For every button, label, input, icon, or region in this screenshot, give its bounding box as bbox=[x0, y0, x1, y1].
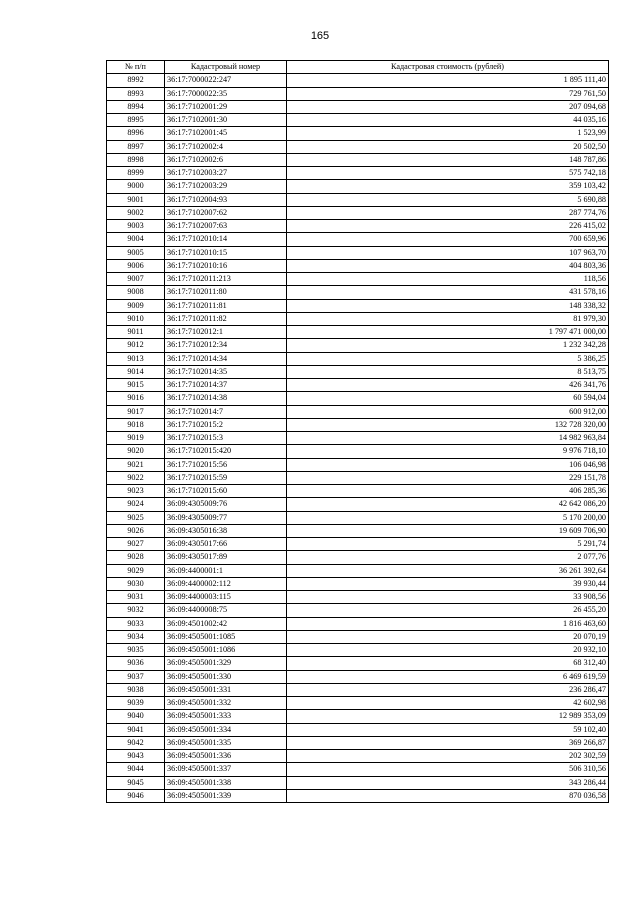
row-index-cell: 9032 bbox=[107, 604, 165, 617]
table-row bbox=[107, 458, 609, 471]
cadastral-number-cell: 36:09:4400008:75 bbox=[165, 604, 287, 617]
row-index-cell: 9043 bbox=[107, 750, 165, 763]
table-row bbox=[107, 233, 609, 246]
header-row bbox=[107, 61, 609, 74]
row-index-cell: 8997 bbox=[107, 140, 165, 153]
cadastral-value-cell: 33 908,56 bbox=[287, 591, 609, 604]
table-row bbox=[107, 445, 609, 458]
cadastral-value-cell: 1 523,99 bbox=[287, 127, 609, 140]
cadastral-number-cell: 36:17:7102014:37 bbox=[165, 379, 287, 392]
row-index-cell: 9019 bbox=[107, 432, 165, 445]
cadastral-value-cell: 20 932,10 bbox=[287, 644, 609, 657]
table-row bbox=[107, 710, 609, 723]
table-row bbox=[107, 591, 609, 604]
cadastral-value-cell: 369 266,87 bbox=[287, 736, 609, 749]
table-row bbox=[107, 339, 609, 352]
cadastral-number-cell: 36:09:4505001:337 bbox=[165, 763, 287, 776]
table-row bbox=[107, 326, 609, 339]
cadastral-value-cell: 20 502,50 bbox=[287, 140, 609, 153]
cadastral-value-cell: 236 286,47 bbox=[287, 683, 609, 696]
cadastral-number-cell: 36:17:7102015:59 bbox=[165, 471, 287, 484]
row-index-cell: 9008 bbox=[107, 286, 165, 299]
table-row bbox=[107, 471, 609, 484]
cadastral-number-cell: 36:17:7102001:30 bbox=[165, 114, 287, 127]
cadastral-value-cell: 39 930,44 bbox=[287, 577, 609, 590]
cadastral-value-cell: 359 103,42 bbox=[287, 180, 609, 193]
cadastral-number-cell: 36:09:4505001:334 bbox=[165, 723, 287, 736]
table-row bbox=[107, 114, 609, 127]
cadastral-number-cell: 36:17:7102010:15 bbox=[165, 246, 287, 259]
cadastral-value-cell: 5 170 200,00 bbox=[287, 511, 609, 524]
table-row bbox=[107, 670, 609, 683]
row-index-cell: 8994 bbox=[107, 100, 165, 113]
row-index-cell: 9013 bbox=[107, 352, 165, 365]
cadastral-number-cell: 36:17:7102011:81 bbox=[165, 299, 287, 312]
cadastral-value-cell: 5 291,74 bbox=[287, 538, 609, 551]
cadastral-value-cell: 5 690,88 bbox=[287, 193, 609, 206]
table-row bbox=[107, 352, 609, 365]
row-index-cell: 9028 bbox=[107, 551, 165, 564]
cadastral-number-cell: 36:09:4400002:112 bbox=[165, 577, 287, 590]
cadastral-value-cell: 42 642 086,20 bbox=[287, 498, 609, 511]
cadastral-value-cell: 2 077,76 bbox=[287, 551, 609, 564]
table-row bbox=[107, 498, 609, 511]
cadastral-value-cell: 19 609 706,90 bbox=[287, 524, 609, 537]
table-row bbox=[107, 683, 609, 696]
row-index-cell: 9017 bbox=[107, 405, 165, 418]
cadastral-number-cell: 36:17:7102015:3 bbox=[165, 432, 287, 445]
table-row bbox=[107, 273, 609, 286]
table-row bbox=[107, 485, 609, 498]
table-row bbox=[107, 193, 609, 206]
column-header-cadastral-number: Кадастровый номер bbox=[165, 61, 287, 74]
cadastral-value-cell: 107 963,70 bbox=[287, 246, 609, 259]
cadastral-value-cell: 68 312,40 bbox=[287, 657, 609, 670]
cadastral-value-cell: 12 989 353,09 bbox=[287, 710, 609, 723]
cadastral-value-cell: 1 816 463,60 bbox=[287, 617, 609, 630]
cadastral-value-cell: 118,56 bbox=[287, 273, 609, 286]
cadastral-number-cell: 36:17:7102014:34 bbox=[165, 352, 287, 365]
row-index-cell: 9016 bbox=[107, 392, 165, 405]
row-index-cell: 9046 bbox=[107, 789, 165, 802]
row-index-cell: 9041 bbox=[107, 723, 165, 736]
cadastral-value-cell: 148 787,86 bbox=[287, 153, 609, 166]
cadastral-number-cell: 36:17:7102011:80 bbox=[165, 286, 287, 299]
row-index-cell: 9029 bbox=[107, 564, 165, 577]
cadastral-value-cell: 8 513,75 bbox=[287, 365, 609, 378]
row-index-cell: 9038 bbox=[107, 683, 165, 696]
row-index-cell: 9012 bbox=[107, 339, 165, 352]
cadastral-value-cell: 202 302,59 bbox=[287, 750, 609, 763]
table-row bbox=[107, 220, 609, 233]
cadastral-number-cell: 36:09:4505001:336 bbox=[165, 750, 287, 763]
row-index-cell: 9025 bbox=[107, 511, 165, 524]
table-row bbox=[107, 127, 609, 140]
cadastral-value-cell: 1 232 342,28 bbox=[287, 339, 609, 352]
cadastral-number-cell: 36:09:4400001:1 bbox=[165, 564, 287, 577]
cadastral-value-cell: 229 151,78 bbox=[287, 471, 609, 484]
cadastral-number-cell: 36:09:4505001:1086 bbox=[165, 644, 287, 657]
table-row bbox=[107, 379, 609, 392]
cadastral-number-cell: 36:09:4505001:333 bbox=[165, 710, 287, 723]
page-number: 165 bbox=[310, 30, 330, 42]
row-index-cell: 9003 bbox=[107, 220, 165, 233]
cadastral-number-cell: 36:17:7000022:35 bbox=[165, 87, 287, 100]
cadastral-number-cell: 36:17:7102015:60 bbox=[165, 485, 287, 498]
table-row bbox=[107, 100, 609, 113]
cadastral-value-cell: 287 774,76 bbox=[287, 206, 609, 219]
table-row bbox=[107, 630, 609, 643]
table-row bbox=[107, 789, 609, 802]
row-index-cell: 9015 bbox=[107, 379, 165, 392]
table-row bbox=[107, 538, 609, 551]
cadastral-value-cell: 20 070,19 bbox=[287, 630, 609, 643]
row-index-cell: 9030 bbox=[107, 577, 165, 590]
cadastral-number-cell: 36:09:4505001:1085 bbox=[165, 630, 287, 643]
cadastral-value-cell: 207 094,68 bbox=[287, 100, 609, 113]
table-row bbox=[107, 723, 609, 736]
cadastral-number-cell: 36:17:7102011:213 bbox=[165, 273, 287, 286]
table-row bbox=[107, 697, 609, 710]
table-row bbox=[107, 432, 609, 445]
table-row bbox=[107, 299, 609, 312]
row-index-cell: 8993 bbox=[107, 87, 165, 100]
row-index-cell: 9007 bbox=[107, 273, 165, 286]
cadastral-value-cell: 1 797 471 000,00 bbox=[287, 326, 609, 339]
cadastral-value-cell: 9 976 718,10 bbox=[287, 445, 609, 458]
cadastral-value-cell: 106 046,98 bbox=[287, 458, 609, 471]
table-row bbox=[107, 564, 609, 577]
cadastral-value-cell: 44 035,16 bbox=[287, 114, 609, 127]
row-index-cell: 9006 bbox=[107, 259, 165, 272]
row-index-cell: 9023 bbox=[107, 485, 165, 498]
cadastral-number-cell: 36:17:7102007:63 bbox=[165, 220, 287, 233]
cadastral-number-cell: 36:17:7102010:16 bbox=[165, 259, 287, 272]
cadastral-value-cell: 81 979,30 bbox=[287, 312, 609, 325]
cadastral-value-cell: 132 728 320,00 bbox=[287, 418, 609, 431]
row-index-cell: 8996 bbox=[107, 127, 165, 140]
cadastral-number-cell: 36:17:7102014:7 bbox=[165, 405, 287, 418]
cadastral-number-cell: 36:09:4505001:339 bbox=[165, 789, 287, 802]
cadastral-number-cell: 36:17:7102011:82 bbox=[165, 312, 287, 325]
cadastral-value-cell: 404 803,36 bbox=[287, 259, 609, 272]
row-index-cell: 9045 bbox=[107, 776, 165, 789]
row-index-cell: 9026 bbox=[107, 524, 165, 537]
table-row bbox=[107, 180, 609, 193]
row-index-cell: 9014 bbox=[107, 365, 165, 378]
row-index-cell: 9034 bbox=[107, 630, 165, 643]
cadastral-value-cell: 36 261 392,64 bbox=[287, 564, 609, 577]
table-row bbox=[107, 657, 609, 670]
cadastral-number-cell: 36:17:7102012:1 bbox=[165, 326, 287, 339]
column-header-index: № п/п bbox=[107, 61, 165, 74]
cadastral-number-cell: 36:17:7102001:45 bbox=[165, 127, 287, 140]
cadastral-number-cell: 36:17:7102003:29 bbox=[165, 180, 287, 193]
row-index-cell: 9010 bbox=[107, 312, 165, 325]
row-index-cell: 9042 bbox=[107, 736, 165, 749]
cadastral-number-cell: 36:09:4305009:77 bbox=[165, 511, 287, 524]
cadastral-table bbox=[106, 60, 609, 803]
cadastral-number-cell: 36:17:7102012:34 bbox=[165, 339, 287, 352]
table-row bbox=[107, 644, 609, 657]
cadastral-number-cell: 36:17:7102014:38 bbox=[165, 392, 287, 405]
table-row bbox=[107, 312, 609, 325]
row-index-cell: 9035 bbox=[107, 644, 165, 657]
table-row bbox=[107, 246, 609, 259]
cadastral-number-cell: 36:17:7102002:4 bbox=[165, 140, 287, 153]
cadastral-number-cell: 36:17:7102010:14 bbox=[165, 233, 287, 246]
cadastral-number-cell: 36:17:7000022:247 bbox=[165, 74, 287, 87]
cadastral-number-cell: 36:17:7102007:62 bbox=[165, 206, 287, 219]
cadastral-number-cell: 36:09:4505001:331 bbox=[165, 683, 287, 696]
cadastral-value-cell: 26 455,20 bbox=[287, 604, 609, 617]
table-row bbox=[107, 617, 609, 630]
cadastral-number-cell: 36:09:4501002:42 bbox=[165, 617, 287, 630]
cadastral-number-cell: 36:09:4505001:332 bbox=[165, 697, 287, 710]
cadastral-number-cell: 36:09:4305009:76 bbox=[165, 498, 287, 511]
table-row bbox=[107, 776, 609, 789]
cadastral-number-cell: 36:17:7102015:56 bbox=[165, 458, 287, 471]
table-row bbox=[107, 153, 609, 166]
cadastral-value-cell: 14 982 963,84 bbox=[287, 432, 609, 445]
row-index-cell: 9011 bbox=[107, 326, 165, 339]
row-index-cell: 9031 bbox=[107, 591, 165, 604]
row-index-cell: 9018 bbox=[107, 418, 165, 431]
cadastral-number-cell: 36:09:4505001:330 bbox=[165, 670, 287, 683]
cadastral-value-cell: 700 659,96 bbox=[287, 233, 609, 246]
table-row bbox=[107, 524, 609, 537]
cadastral-number-cell: 36:09:4505001:329 bbox=[165, 657, 287, 670]
cadastral-value-cell: 1 895 111,40 bbox=[287, 74, 609, 87]
cadastral-value-cell: 431 578,16 bbox=[287, 286, 609, 299]
table-row bbox=[107, 365, 609, 378]
row-index-cell: 8999 bbox=[107, 167, 165, 180]
table-header bbox=[107, 61, 609, 74]
table-row bbox=[107, 551, 609, 564]
table-row bbox=[107, 418, 609, 431]
table-row bbox=[107, 392, 609, 405]
cadastral-number-cell: 36:09:4305017:89 bbox=[165, 551, 287, 564]
table-row bbox=[107, 511, 609, 524]
row-index-cell: 9009 bbox=[107, 299, 165, 312]
cadastral-value-cell: 729 761,50 bbox=[287, 87, 609, 100]
table-row bbox=[107, 140, 609, 153]
row-index-cell: 8998 bbox=[107, 153, 165, 166]
cadastral-value-cell: 600 912,00 bbox=[287, 405, 609, 418]
row-index-cell: 9005 bbox=[107, 246, 165, 259]
row-index-cell: 9020 bbox=[107, 445, 165, 458]
row-index-cell: 9036 bbox=[107, 657, 165, 670]
row-index-cell: 9033 bbox=[107, 617, 165, 630]
table-row bbox=[107, 763, 609, 776]
table-row bbox=[107, 736, 609, 749]
table-row bbox=[107, 405, 609, 418]
cadastral-number-cell: 36:09:4305017:66 bbox=[165, 538, 287, 551]
cadastral-value-cell: 870 036,58 bbox=[287, 789, 609, 802]
cadastral-number-cell: 36:17:7102014:35 bbox=[165, 365, 287, 378]
cadastral-number-cell: 36:17:7102003:27 bbox=[165, 167, 287, 180]
cadastral-number-cell: 36:09:4505001:338 bbox=[165, 776, 287, 789]
row-index-cell: 9001 bbox=[107, 193, 165, 206]
cadastral-value-cell: 60 594,04 bbox=[287, 392, 609, 405]
table-row bbox=[107, 87, 609, 100]
cadastral-number-cell: 36:09:4400003:115 bbox=[165, 591, 287, 604]
cadastral-value-cell: 426 341,76 bbox=[287, 379, 609, 392]
cadastral-value-cell: 5 386,25 bbox=[287, 352, 609, 365]
table-row bbox=[107, 259, 609, 272]
table-row bbox=[107, 167, 609, 180]
row-index-cell: 9021 bbox=[107, 458, 165, 471]
row-index-cell: 9024 bbox=[107, 498, 165, 511]
column-header-cadastral-value: Кадастровая стоимость (рублей) bbox=[287, 61, 609, 74]
cadastral-number-cell: 36:17:7102004:93 bbox=[165, 193, 287, 206]
row-index-cell: 8995 bbox=[107, 114, 165, 127]
cadastral-value-cell: 406 285,36 bbox=[287, 485, 609, 498]
row-index-cell: 8992 bbox=[107, 74, 165, 87]
row-index-cell: 9002 bbox=[107, 206, 165, 219]
table-row bbox=[107, 604, 609, 617]
table-body bbox=[107, 74, 609, 803]
row-index-cell: 9027 bbox=[107, 538, 165, 551]
cadastral-value-cell: 343 286,44 bbox=[287, 776, 609, 789]
cadastral-number-cell: 36:17:7102015:420 bbox=[165, 445, 287, 458]
table-row bbox=[107, 286, 609, 299]
cadastral-value-cell: 226 415,02 bbox=[287, 220, 609, 233]
cadastral-value-cell: 59 102,40 bbox=[287, 723, 609, 736]
row-index-cell: 9037 bbox=[107, 670, 165, 683]
cadastral-number-cell: 36:17:7102015:2 bbox=[165, 418, 287, 431]
cadastral-number-cell: 36:09:4505001:335 bbox=[165, 736, 287, 749]
cadastral-number-cell: 36:09:4305016:38 bbox=[165, 524, 287, 537]
table-row bbox=[107, 750, 609, 763]
row-index-cell: 9004 bbox=[107, 233, 165, 246]
cadastral-value-cell: 575 742,18 bbox=[287, 167, 609, 180]
table-row bbox=[107, 577, 609, 590]
cadastral-number-cell: 36:17:7102002:6 bbox=[165, 153, 287, 166]
cadastral-value-cell: 6 469 619,59 bbox=[287, 670, 609, 683]
row-index-cell: 9044 bbox=[107, 763, 165, 776]
table-row bbox=[107, 206, 609, 219]
row-index-cell: 9040 bbox=[107, 710, 165, 723]
table-row bbox=[107, 74, 609, 87]
row-index-cell: 9000 bbox=[107, 180, 165, 193]
row-index-cell: 9022 bbox=[107, 471, 165, 484]
cadastral-value-cell: 148 338,32 bbox=[287, 299, 609, 312]
cadastral-value-cell: 42 602,98 bbox=[287, 697, 609, 710]
cadastral-number-cell: 36:17:7102001:29 bbox=[165, 100, 287, 113]
row-index-cell: 9039 bbox=[107, 697, 165, 710]
cadastral-value-cell: 506 310,56 bbox=[287, 763, 609, 776]
